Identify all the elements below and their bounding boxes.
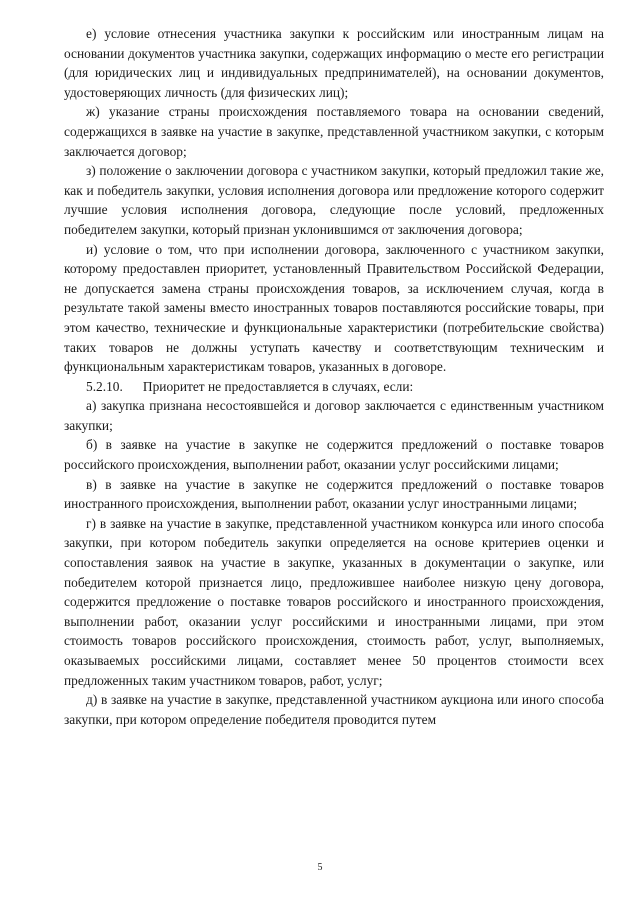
paragraph-zh: ж) указание страны происхождения поставляемого товара на основании сведений, содержащихся в заявке на участие в закупке, представленной участником закупки, с которым заключается договор; (64, 104, 604, 159)
paragraph-v: в) в заявке на участие в закупке не содержится предложений о поставке товаров иностранного происхождения, выполнении работ, оказании услуг иностранными лицами; (64, 476, 604, 512)
page-number: 5 (317, 862, 323, 873)
section-5-2-10-heading: 5.2.10. Приоритет не предоставляется в случаях, если: (86, 378, 414, 394)
paragraph-d: д) в заявке на участие в закупке, представленной участником аукциона или иного способа закупки, при котором определение победителя проводится путем (64, 692, 604, 727)
paragraph-g: г) в заявке на участие в закупке, представленной участником конкурса или иного способа закупки, при котором победитель закупки определяется на основе критериев оценки и сопоставления заявок на участие в закупке, указанных в документации о закупке, или победителем которой признается лицо, предложившее наиболее низкую цену договора, содержится предложение о поставке товаров российского и иностранного происхождения, выполнении работ, оказании услуг российскими и иностранными лицами, при этом стоимость товаров российского происхождения, стоимость работ, услуг, выполняемых, оказываемых российскими лицами, составляет менее 50 процентов стоимости всех предложенных таким участником товаров, работ, услуг; (64, 515, 604, 688)
paragraph-e: е) условие отнесения участника закупки к российским или иностранным лицам на основании документов участника закупки, содержащих информацию о месте его регистрации (для юридических лиц и индивидуальных предпринимателей), на основании документов, удостоверяющих личность (для физических лиц); (64, 26, 604, 100)
document-body (64, 24, 604, 729)
paragraph-b: б) в заявке на участие в закупке не содержится предложений о поставке товаров российского происхождения, выполнении работ, оказании услуг российскими лицами; (64, 437, 604, 473)
paragraph-i: и) условие о том, что при исполнении договора, заключенного с участником закупки, которому предоставлен приоритет, установленный Правительством Российской Федерации, не допускается замена страны происхождения товаров, за исключением случая, когда в результате такой замены вместо иностранных товаров поставляются российские товары, при этом качество, технические и функциональные характеристики (потребительские свойства) таких товаров не должны уступать качеству и соответствующим техническим и функциональным характеристикам товаров, указанных в договоре. (64, 241, 604, 375)
paragraph-z: з) положение о заключении договора с участником закупки, который предложил такие же, как и победитель закупки, условия исполнения договора или предложение которого содержит лучшие условия исполнения договора, следующие после условий, предложенных победителем закупки, который признан уклонившимся от заключения договора; (64, 163, 604, 237)
paragraph-a: а) закупка признана несостоявшейся и договор заключается с единственным участником закупки; (64, 398, 604, 433)
